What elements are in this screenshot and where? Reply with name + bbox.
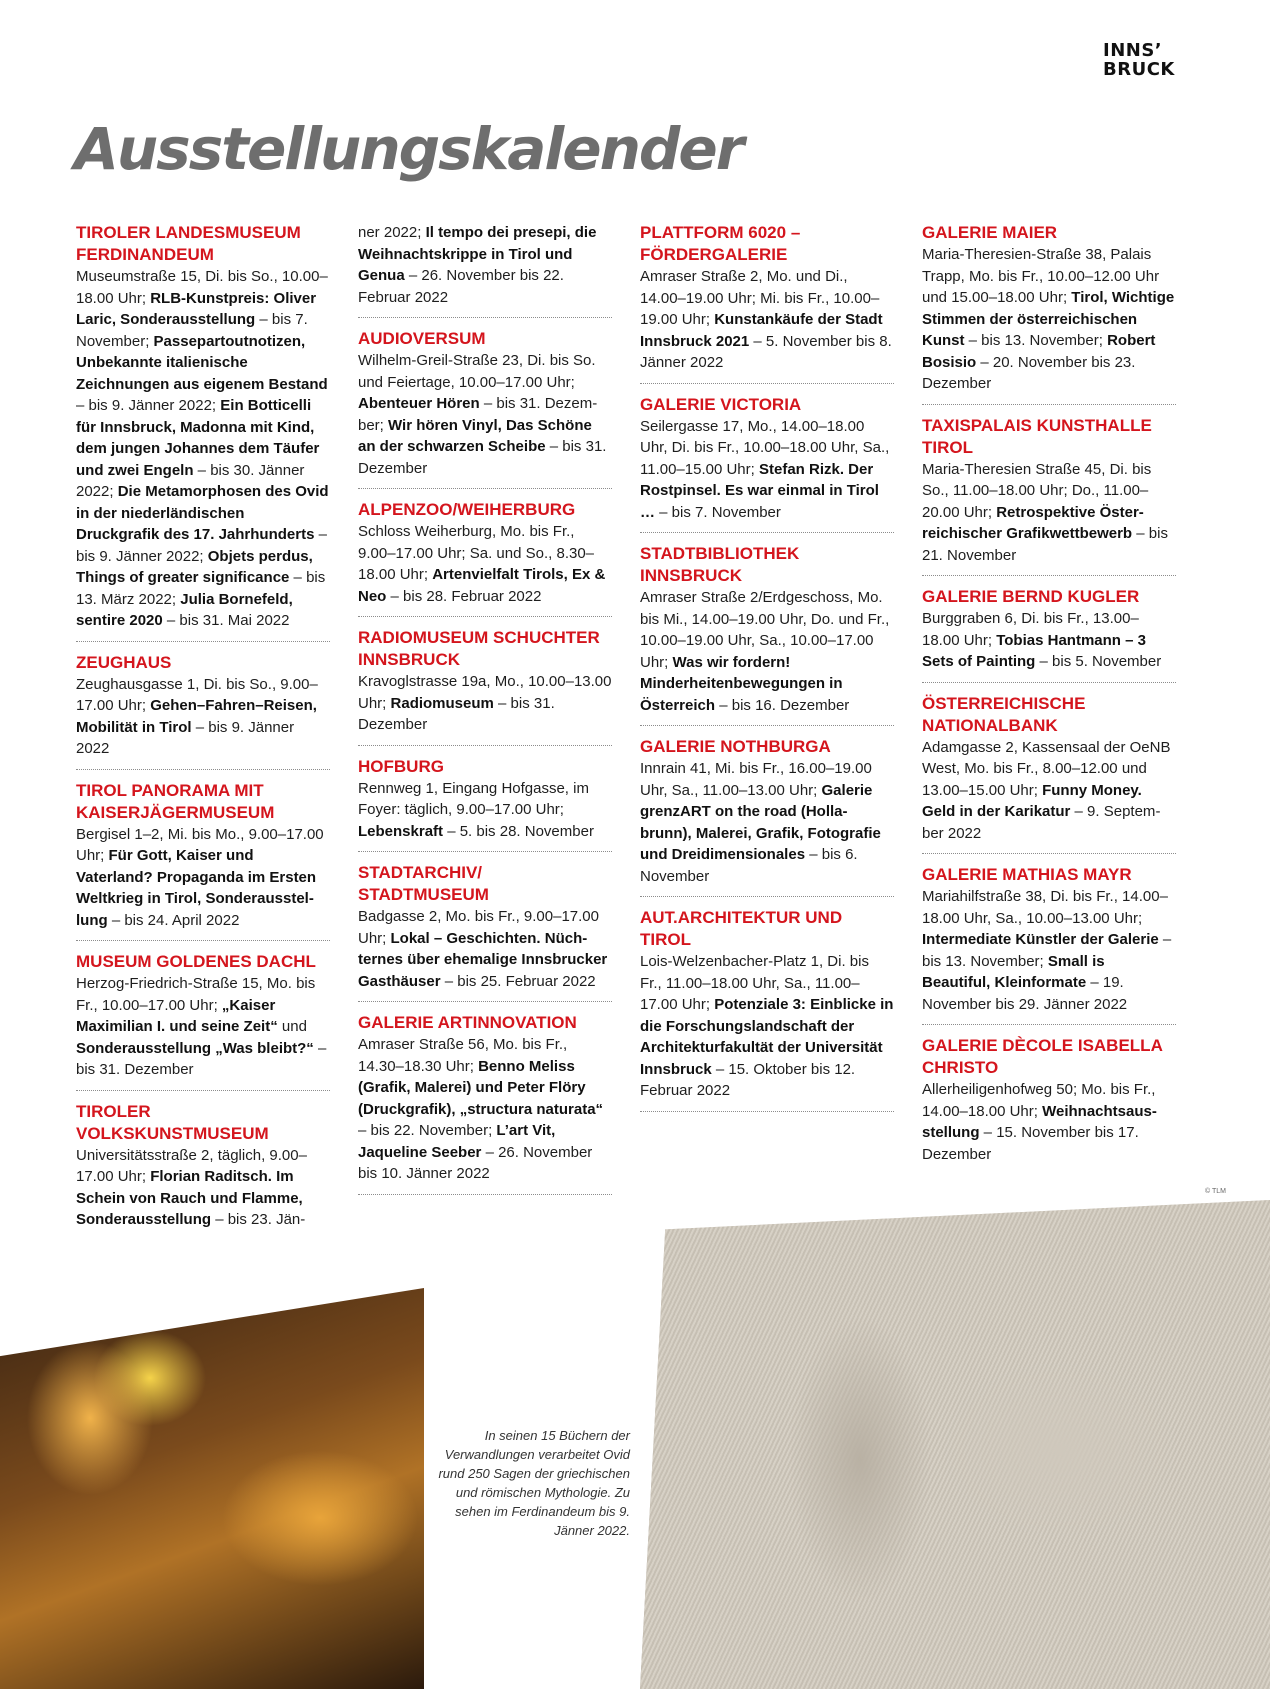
venue-details: Badgasse 2, Mo. bis Fr., 9.00–17.00 Uhr; Lokal – Geschichten. Nüchternes über ehemalige Innsbrucker Gasthäuser – bis 25. Februar 2022 — [358, 908, 608, 990]
ovid-engraving-image — [640, 1200, 1270, 1689]
logo-line-2: BRUCK — [1103, 59, 1175, 80]
venue-name: AUDIOVERSUM — [358, 329, 486, 348]
exhibition-entry — [922, 586, 1176, 683]
calendar-column-2 — [358, 222, 612, 1205]
venue-details: Amraser Straße 2/Erdgeschoss, Mo. bis Mi., 14.00–19.00 Uhr, Do. und Fr., 10.00–19.00 Uhr, Sa., 10.00–17.00 Uhr; Was wir fordern! Minderheitenbewegungen in Österreich – bis 16. Dezember — [640, 589, 890, 714]
exhibition-entry — [358, 1012, 612, 1195]
venue-details: Zeughausgasse 1, Di. bis So., 9.00–17.00 Uhr; Gehen–Fahren–Reisen, Mobilität in Tirol – bis 9. Jänner 2022 — [76, 675, 318, 757]
exhibition-entry — [76, 652, 330, 770]
exhibition-entry — [922, 415, 1176, 577]
photo-credit: © TLM — [1205, 1188, 1226, 1195]
venue-details: Amraser Straße 2, Mo. und Di., 14.00–19.00 Uhr; Mi. bis Fr., 10.00–19.00 Uhr; Kunstankäufe der Stadt Innsbruck 2021 – 5. November bis 8. Jänner 2022 — [640, 268, 892, 371]
theatre-performance-photo — [0, 1288, 424, 1689]
venue-details: Seilergasse 17, Mo., 14.00–18.00 Uhr, Di. bis Fr., 10.00–18.00 Uhr, Sa., 11.00–15.00 Uhr; Stefan Rizk. Der Rostpinsel. Es war einmal in Tirol … – bis 7. November — [640, 417, 890, 521]
venue-name: AUT.ARCHITEKTUR UND TIROL — [640, 908, 843, 949]
venue-name: GALERIE VICTORIA — [640, 394, 802, 414]
calendar-column-1 — [76, 222, 330, 1240]
exhibition-entry — [358, 328, 612, 489]
venue-name: TIROLER LANDESMUSEUM FERDINANDEUM — [76, 223, 301, 264]
venue-details: Burggraben 6, Di. bis Fr., 13.00–18.00 Uhr; Tobias Hantmann – 3 Sets of Painting – bis 5. November — [922, 610, 1162, 670]
image-caption: In seinen 15 Büchern der Verwandlungen verarbeitet Ovid rund 250 Sagen der griechischen und römischen Mythologie. Zu sehen im Ferdinandeum bis 9. Jänner 2022. — [438, 1428, 630, 1538]
exhibition-entry — [640, 394, 894, 534]
venue-name: TAXISPALAIS KUNSTHALLE TIROL — [922, 415, 1152, 457]
venue-details: Lois-Welzenbacher-Platz 1, Di. bis Fr., 11.00–18.00 Uhr, Sa., 11.00–17.00 Uhr; Potenziale 3: Einblicke in die Forschungslandschaft der Architekturfakultät der Universität Innsbruck – 15. Oktober bis 12. Februar 2022 — [640, 953, 894, 1099]
venue-name: HOFBURG — [358, 756, 444, 776]
venue-details: Herzog-Friedrich-Straße 15, Mo. bis Fr., 10.00–17.00 Uhr; „Kaiser Maximilian I. und seine Zeit“ und Sonderausstellung „Was bleibt?“ – bis 31. Dezember — [76, 975, 327, 1078]
venue-details: Innrain 41, Mi. bis Fr., 16.00–19.00 Uhr, Sa., 11.00–13.00 Uhr; Galerie grenzART on the road (Hollabrunn), Malerei, Grafik, Fotografie und Dreidimensionales – bis 6. November — [640, 760, 881, 885]
exhibition-entry — [358, 222, 612, 318]
venue-details: ner 2022; Il tempo dei presepi, die Weihnachtskrippe in Tirol und Genua – 26. November bis 22. Februar 2022 — [358, 224, 597, 306]
venue-name: TIROLER VOLKSKUNSTMUSEUM — [76, 1101, 269, 1143]
exhibition-entry — [76, 1101, 330, 1240]
venue-name: ZEUGHAUS — [76, 652, 172, 672]
calendar-column-4 — [922, 222, 1176, 1174]
exhibition-entry — [358, 499, 612, 617]
venue-name: STADTARCHIV/ STADTMUSEUM — [358, 863, 489, 904]
exhibition-entry — [922, 693, 1176, 855]
exhibition-entry — [358, 862, 612, 1002]
venue-details: Bergisel 1–2, Mi. bis Mo., 9.00–17.00 Uhr; Für Gott, Kaiser und Vaterland? Propaganda im Ersten Weltkrieg in Tirol, Sonderausstellung – bis 24. April 2022 — [76, 825, 324, 929]
exhibition-entry — [640, 543, 894, 726]
venue-name: ÖSTERREICHISCHE NATIONALBANK — [922, 693, 1086, 735]
exhibition-entry — [922, 1035, 1176, 1174]
page-title: Ausstellungskalender — [74, 115, 743, 183]
exhibition-entry — [358, 756, 612, 853]
logo-line-1: INNS’ — [1103, 40, 1163, 61]
exhibition-entry — [922, 222, 1176, 405]
exhibition-entry — [640, 907, 894, 1112]
venue-name: GALERIE MAIER — [922, 223, 1058, 242]
exhibition-entry — [76, 951, 330, 1091]
venue-details: Maria-Theresien Straße 45, Di. bis So., 11.00–18.00 Uhr; Do., 11.00–20.00 Uhr; Retrospektive Österreichischer Grafikwettbewerb – bis 21. November — [922, 460, 1168, 564]
venue-name: GALERIE BERND KUGLER — [922, 587, 1140, 606]
venue-details: Kravoglstrasse 19a, Mo., 10.00–13.00 Uhr; Radiomuseum – bis 31. Dezember — [358, 673, 612, 733]
calendar-column-3 — [640, 222, 894, 1122]
venue-name: GALERIE NOTHBURGA — [640, 737, 831, 756]
venue-name: TIROL PANORAMA MIT KAISERJÄGERMUSEUM — [76, 780, 275, 822]
venue-details: Mariahilfstraße 38, Di. bis Fr., 14.00–18.00 Uhr, Sa., 10.00–13.00 Uhr; Intermediate Künstler der Galerie – bis 13. November; Small is Beautiful, Kleinformate – 19. November bis 29. Jänner 2022 — [922, 888, 1172, 1013]
venue-details: Schloss Weiherburg, Mo. bis Fr., 9.00–17.00 Uhr; Sa. und So., 8.30–18.00 Uhr; Artenvielfalt Tirols, Ex & Neo – bis 28. Februar 2022 — [358, 523, 606, 605]
exhibition-entry — [640, 736, 894, 897]
exhibition-entry — [640, 222, 894, 384]
venue-details: Museumstraße 15, Di. bis So., 10.00–18.00 Uhr; RLB-Kunstpreis: Oliver Laric, Sonderausstellung – bis 7. November; Passepartoutnotizen, Unbekannte italienische Zeichnungen aus eigenem Bestand – bis 9. Jänner 2022; Ein Botticelli für Innsbruck, Madonna mit Kind, dem jungen Johannes dem Täufer und zwei Engeln – bis 30. Jänner 2022; Die Metamorphosen des Ovid in der niederländischen Druckgrafik des 17. Jahrhunderts – bis 9. Jänner 2022; Objets perdus, Things of greater significance – bis 13. März 2022; Julia Bornefeld, sentire 2020 – bis 31. Mai 2022 — [76, 268, 329, 629]
venue-details: Universitätsstraße 2, täglich, 9.00–17.00 Uhr; Florian Raditsch. Im Schein von Rauch und Flamme, Sonderausstellung – bis 23. Jän- — [76, 1146, 307, 1228]
venue-name: GALERIE DÈCOLE ISABELLA CHRISTO — [922, 1036, 1163, 1077]
venue-details: Rennweg 1, Eingang Hofgasse, im Foyer: täglich, 9.00–17.00 Uhr; Lebenskraft – 5. bis 28. November — [358, 779, 594, 840]
venue-details: Maria-Theresien-Straße 38, Palais Trapp, Mo. bis Fr., 10.00–12.00 Uhr und 15.00–18.00 Uhr; Tirol, Wichtige Stimmen der österreichischen Kunst – bis 13. November; Robert Bosisio – 20. November bis 23. Dezember — [922, 246, 1175, 392]
venue-details: Adamgasse 2, Kassensaal der OeNB West, Mo. bis Fr., 8.00–12.00 und 13.00–15.00 Uhr; Funny Money. Geld in der Karikatur – 9. September 2022 — [922, 738, 1171, 842]
venue-name: MUSEUM GOLDENES DACHL — [76, 952, 316, 971]
venue-details: Wilhelm-Greil-Straße 23, Di. bis So. und Feiertage, 10.00–17.00 Uhr; Abenteuer Hören – bis 31. Dezember; Wir hören Vinyl, Das Schöne an der schwarzen Scheibe – bis 31. Dezember — [358, 352, 607, 477]
venue-name: STADTBIBLIOTHEK INNSBRUCK — [640, 544, 800, 585]
exhibition-entry — [76, 222, 330, 642]
venue-name: PLATTFORM 6020 – FÖRDERGALERIE — [640, 223, 801, 264]
venue-name: RADIOMUSEUM SCHUCHTER INNSBRUCK — [358, 628, 600, 669]
venue-name: GALERIE ARTINNOVATION — [358, 1013, 577, 1032]
venue-details: Allerheiligenhofweg 50; Mo. bis Fr., 14.00–18.00 Uhr; Weihnachtsausstellung – 15. November bis 17. Dezember — [922, 1081, 1157, 1163]
exhibition-entry — [358, 627, 612, 746]
venue-name: ALPENZOO/WEIHERBURG — [358, 500, 576, 519]
venue-details: Amraser Straße 56, Mo. bis Fr., 14.30–18.30 Uhr; Benno Meliss (Grafik, Malerei) und Peter Flöry (Druckgrafik), „structura naturata“ – bis 22. November; L’art Vit, Jaqueline Seeber – 26. November bis 10. Jänner 2022 — [358, 1036, 604, 1182]
exhibition-entry — [922, 864, 1176, 1025]
venue-name: GALERIE MATHIAS MAYR — [922, 865, 1132, 884]
innsbruck-logo — [1103, 41, 1175, 79]
exhibition-entry — [76, 780, 330, 942]
